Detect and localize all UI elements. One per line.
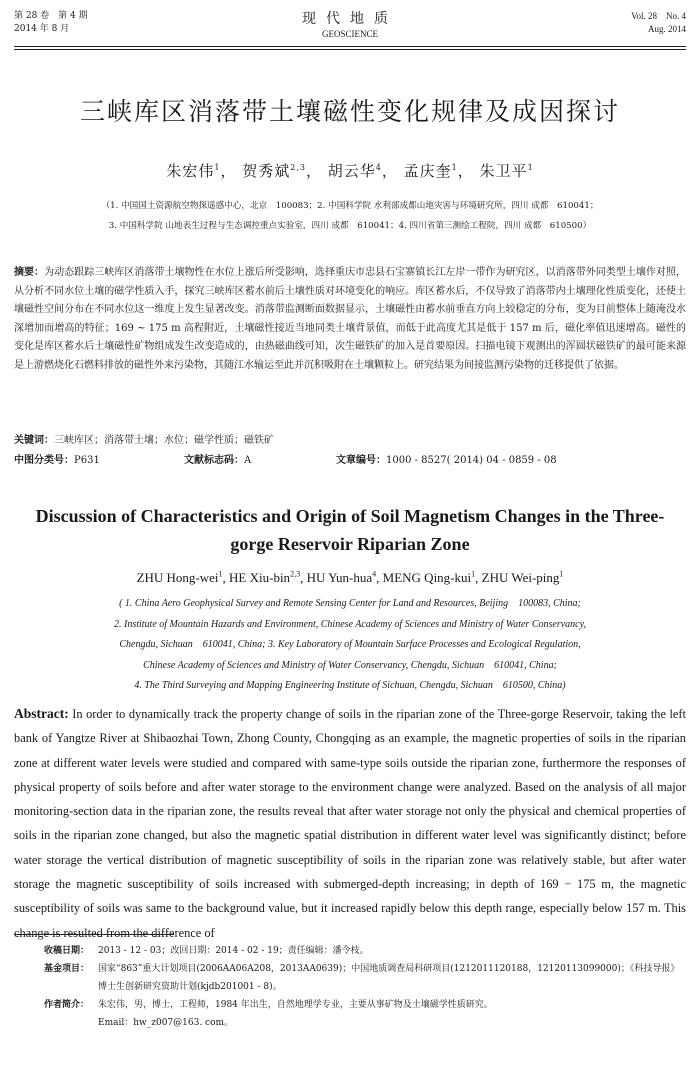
affiliation-line-en: Chinese Academy of Sciences and Ministry of Water Conservancy, Chengdu, Sichuan 610041, China; xyxy=(143,659,557,671)
footnotes xyxy=(44,942,684,1032)
keywords-cn xyxy=(14,432,686,450)
author-en: ZHU Wei-ping$^1$ xyxy=(481,570,564,586)
header-rule-bottom xyxy=(14,49,686,50)
journal-name-en: GEOSCIENCE xyxy=(322,29,378,39)
author-cn: 胡云华$^4$ xyxy=(327,162,382,180)
clc-number: 中图分类号：P631 xyxy=(14,455,100,466)
affiliation-line-en: Chengdu, Sichuan 610041, China; 3. Key Laboratory of Mountain Surface Processes and Ecological Regulation, xyxy=(119,639,581,650)
keywords-text-cn: 三峡库区；消落带土壤；水位；磁学性质；磁铁矿 xyxy=(54,435,274,446)
affiliation-line-en: ( 1. China Aero Geophysical Survey and Remote Sensing Center for Land and Resources, Beijing 100083, China; xyxy=(119,598,581,609)
running-header xyxy=(14,10,686,46)
affiliations-en xyxy=(20,594,680,697)
author-list-cn: 朱宏伟$^1$， 贺秀斌$^{2,3}$， 胡云华$^4$， 孟庆奎$^1$， 朱卫平$^1$ xyxy=(166,162,534,180)
abstract-en xyxy=(14,702,686,945)
author-en: MENG Qing-kui$^1$ xyxy=(382,570,476,586)
footnote-email: Email：hw_z007@163. com。 xyxy=(98,1018,234,1028)
volume-issue: 第 28 卷 第 4 期 xyxy=(14,11,88,21)
author-en: HU Yun-hua$^4$ xyxy=(306,570,377,586)
author-en: HE Xiu-bin$^{2,3}$ xyxy=(229,570,301,586)
author-en: ZHU Hong-wei$^1$ xyxy=(136,570,223,586)
author-cn: 朱宏伟$^1$ xyxy=(166,162,221,180)
journal-name xyxy=(14,10,686,40)
affiliation-line: 3. 中国科学院 山地表生过程与生态调控重点实验室，四川 成都 610041；4. 四川省第三测绘工程院，四川 成都 610500） xyxy=(108,221,592,231)
abstract-label-cn: 摘要： xyxy=(14,267,45,278)
author-cn: 贺秀斌$^{2,3}$ xyxy=(242,162,306,180)
abstract-text-cn: 为动态跟踪三峡库区消落带土壤物性在水位上涨后所受影响，选择重庆市忠县石宝寨镇长江左岸一带作为研究区，以消落带外同类型土壤作对照，从分析不同水位土壤的磁学性质入手，探究三峡库区蓄水前后土壤性质对环境变化的响应。库区蓄水后，不仅导致了消落带内土壤理化性质变化，还使土壤磁性空间分布在不同水位这一维度上发生显著改变。消落带监测断面数据显示，土壤磁性由蓄水前垂直方向上较稳定的分布，变为目前整体上随淹没水深增加而增高的特征；169 ~ 175 m 高程附近，土壤磁性接近当地同类土壤背景值，而低于此高度尤其是低于 157 m 后，磁化率值迅速增高。磁性的变化是库区蓄水后土壤磁性矿物组成发生改变造成的，由热磁曲线可知，次生磁铁矿的加入是首要原因。扫描电镜下观测出的浑圆状磁铁矿的最可能来源是上游燃烧化石燃料排放的磁性外来污染物，其随江水输运至此并沉积吸附在土壤颗粒上。研究结果为间接监测污染物的迁移提供了依据。 xyxy=(14,267,687,371)
abstract-label-en: Abstract: xyxy=(14,706,69,721)
issue-date-en: Aug. 2014 xyxy=(648,24,686,34)
author-list-en: ZHU Hong-wei$^1$, HE Xiu-bin$^{2,3}$, HU Yun-hua$^4$, MENG Qing-kui$^1$, ZHU Wei-ping$^1$ xyxy=(136,570,564,586)
article-number: 文章编号：1000 - 8527( 2014) 04 - 0859 - 08 xyxy=(336,455,557,466)
affiliations-cn xyxy=(20,196,680,236)
header-rule-top xyxy=(14,46,686,47)
abstract-cn xyxy=(14,264,686,376)
journal-name-cn: 现代地质 xyxy=(302,11,398,27)
footnote-rule xyxy=(14,934,174,935)
footnote-dates: 收稿日期： 2013 - 12 - 03；改回日期：2014 - 02 - 19；责任编辑：潘令枝。 xyxy=(44,946,369,956)
journal-volume-info-en xyxy=(631,10,686,36)
keywords-label-cn: 关键词： xyxy=(14,435,54,446)
abstract-text-en: In order to dynamically track the property change of soils in the riparian zone of the Three-gorge Reservoir, taking the left bank of Yangtze River at Shibaozhai Town, Zhong County, Chongqing as an example, the magnetic properties of soils in the riparian zone at different water levels were studied and compared with same-type soils outside the riparian zone, furthermore the responses of physical property of soils before and after water storage to the environment change were analyzed. Based on the analysis of all major monitoring-section data in the riparian zone, the results reveal that after water storage not only the physical and chemical properties of soils in the riparian zone changed, but also the magnetic spatial distribution in different water level was significantly distinct; before water storage the vertical distribution of magnetic susceptibility of soils in the riparian zone was relatively stable, but after water storage the magnetic susceptibility of soils increased with submerged-depth increasing; in depth of 169 − 175 m, the magnetic susceptibility of soils was same to the background value, but it increased rapidly below this depth range, especially below 157 m. This change is resulted from the difference of xyxy=(14,707,686,940)
issue-date: 2014 年 8 月 xyxy=(14,24,70,34)
footnote-funding: 基金项目： 国家“863”重大计划项目(2006AA06A208，2013AA0639)；中国地质调查局科研项目(1212011120188，12120113099000)；《科技导报》博士生创新研究资助计划(kjdb201001 - 8)。 xyxy=(44,964,680,992)
affiliation-line-en: 2. Institute of Mountain Hazards and Environment, Chinese Academy of Sciences and Ministry of Water Conservancy, xyxy=(114,618,586,630)
paper-title-en: Discussion of Characteristics and Origin of Soil Magnetism Changes in the Three-gorge Reservoir Riparian Zone xyxy=(35,506,665,554)
author-cn: 朱卫平$^1$ xyxy=(479,162,534,180)
paper-title-cn: 三峡库区消落带土壤磁性变化规律及成因探讨 xyxy=(79,97,620,126)
affiliation-line: （1. 中国国土资源航空物探遥感中心，北京 100083；2. 中国科学院 水利部成都山地灾害与环境研究所，四川 成都 610041； xyxy=(101,201,599,211)
affiliation-line-en: 4. The Third Surveying and Mapping Engineering Institute of Sichuan, Chengdu, Sichuan 610500, China) xyxy=(134,680,566,691)
author-cn: 孟庆奎$^1$ xyxy=(403,162,458,180)
volume-issue-en: Vol. 28 No. 4 xyxy=(631,11,686,21)
footnote-author-bio: 作者简介： 朱宏伟，男，博士，工程师，1984 年出生，自然地理学专业，主要从事矿物及土壤磁学性质研究。 xyxy=(44,1000,493,1010)
document-code: 文献标志码：A xyxy=(184,455,252,466)
